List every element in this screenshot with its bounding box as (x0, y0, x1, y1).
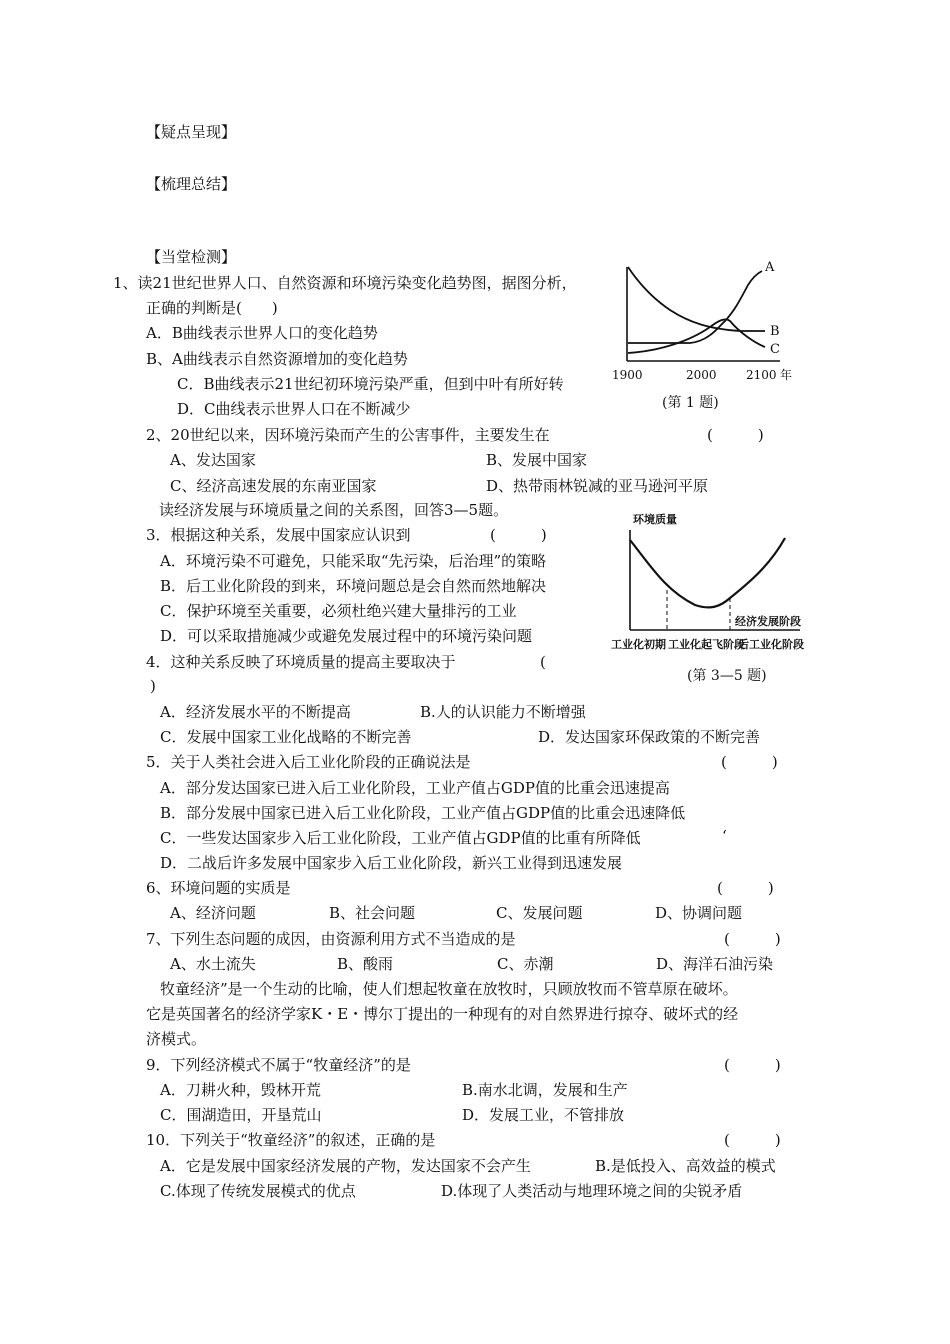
q10-option-b: B.是低投入、高效益的模式 (595, 1157, 776, 1175)
quality-curve (630, 538, 785, 607)
q3-answer-bracket: ( ) (490, 526, 547, 544)
q4-stem: 4．这种关系反映了环境质量的提高主要取决于 (146, 653, 456, 671)
x-tick-1900: 1900 (612, 368, 643, 382)
q3-stem: 3．根据这种关系，发展中国家应认识到 (146, 526, 411, 544)
q10-option-a: A．它是发展中国家经济发展的产物，发达国家不会产生 (160, 1157, 531, 1175)
q3-option-b: B．后工业化阶段的到来，环境问题总是会自然而然地解决 (160, 577, 547, 595)
passage-line-1: 牧童经济”是一个生动的比喻，使人们想起牧童在放牧时，只顾放牧而不管草原在破坏。 (160, 980, 738, 998)
q2-option-c: C、经济高速发展的东南亚国家 (170, 477, 377, 495)
q9-option-d: D．发展工业，不管排放 (462, 1106, 625, 1124)
q3-option-c: C．保护环境至关重要，必须杜绝兴建大量排污的工业 (160, 602, 517, 620)
q1-option-b: B、A曲线表示自然资源增加的变化趋势 (146, 350, 408, 368)
q3-option-a: A．环境污染不可避免，只能采取“先污染，后治理”的策略 (160, 552, 547, 570)
stray-mark: ‘ (722, 827, 727, 845)
passage-line-2: 它是英国著名的经济学家K・E・博尔丁提出的一种现有的对自然界进行掠夺、破坏式的经 (146, 1005, 739, 1023)
q6-option-c: C、发展问题 (496, 904, 583, 922)
q2-option-a: A、发达国家 (170, 451, 256, 469)
figure1-caption: (第 1 题) (662, 395, 719, 411)
q5-stem: 5．关于人类社会进入后工业化阶段的正确说法是 (146, 753, 471, 771)
q4-option-a: A．经济发展水平的不断提高 (160, 703, 351, 721)
section-check: 【当堂检测】 (146, 248, 237, 266)
q9-stem: 9．下列经济模式不属于“牧童经济”的是 (146, 1056, 411, 1074)
q1-option-d: D．C曲线表示世界人口在不断减少 (177, 400, 411, 418)
q1-option-c: C．B曲线表示21世纪初环境污染严重，但到中叶有所好转 (177, 375, 564, 393)
q5-option-b: B．部分发展中国家已进入后工业化阶段，工业产值占GDP值的比重会迅速降低 (160, 804, 686, 822)
q4-bracket-close: ) (150, 677, 156, 695)
q6-answer-bracket: ( ) (717, 879, 774, 897)
passage-line-3: 济模式。 (146, 1030, 207, 1048)
q1-option-a: A．B曲线表示世界人口的变化趋势 (146, 324, 378, 342)
q6-option-b: B、社会问题 (329, 904, 416, 922)
q3-5-intro: 读经济发展与环境质量之间的关系图，回答3—5题。 (159, 501, 509, 519)
q4-option-b: B.人的认识能力不断增强 (420, 703, 586, 721)
x-axis-unit: 年 (780, 368, 793, 382)
q1-stem: 1、读21世纪世界人口、自然资源和环境污染变化趋势图，据图分析， (113, 274, 577, 292)
q9-option-a: A．刀耕火种，毁林开荒 (160, 1081, 321, 1099)
q6-option-d: D、协调问题 (655, 904, 743, 922)
section-summary: 【梳理总结】 (146, 175, 237, 193)
q5-option-d: D．二战后许多发展中国家步入后工业化阶段，新兴工业得到迅速发展 (160, 854, 623, 872)
q1-stem-cont: 正确的判断是( ) (146, 299, 278, 317)
q2-stem: 2、20世纪以来，因环境污染而产生的公害事件，主要发生在 (146, 426, 550, 444)
section-doubts: 【疑点呈现】 (146, 123, 237, 141)
q2-option-d: D、热带雨林锐减的亚马逊河平原 (486, 477, 709, 495)
q10-answer-bracket: ( ) (724, 1131, 781, 1149)
q7-stem: 7、下列生态问题的成因，由资源利用方式不当造成的是 (146, 930, 516, 948)
q6-option-a: A、经济问题 (170, 904, 256, 922)
q10-option-c: C.体现了传统发展模式的优点 (160, 1182, 356, 1200)
figure2-caption: (第 3—5 题) (687, 668, 767, 684)
figure-environment-chart (605, 510, 805, 695)
q9-option-c: C．围湖造田，开垦荒山 (160, 1106, 322, 1124)
q10-option-d: D.体现了人类活动与地理环境之间的尖锐矛盾 (441, 1182, 743, 1200)
q9-answer-bracket: ( ) (724, 1056, 781, 1074)
q4-option-c: C．发展中国家工业化战略的不断完善 (160, 728, 412, 746)
q6-stem: 6、环境问题的实质是 (146, 879, 291, 897)
q7-option-d: D、海洋石油污染 (656, 955, 774, 973)
q9-option-b: B.南水北调，发展和生产 (462, 1081, 628, 1099)
q2-answer-bracket: ( ) (707, 426, 764, 444)
q5-option-a: A．部分发达国家已进入后工业化阶段，工业产值占GDP值的比重会迅速提高 (160, 779, 670, 797)
figure-trend-chart (610, 255, 805, 420)
q5-answer-bracket: ( ) (721, 753, 778, 771)
stage-post: 后工业化阶段 (738, 638, 804, 651)
x-tick-2100: 2100 (746, 368, 777, 382)
y-axis-label: 环境质量 (633, 513, 677, 526)
stage-early: 工业化初期 (611, 638, 666, 651)
stage-takeoff: 工业化起飞阶段 (668, 638, 745, 651)
q4-bracket-open: ( (540, 653, 546, 671)
q7-option-c: C、赤潮 (497, 955, 554, 973)
q10-stem: 10．下列关于“牧童经济”的叙述，正确的是 (146, 1131, 436, 1149)
q7-option-b: B、酸雨 (337, 955, 394, 973)
curve-label-b: B (770, 324, 780, 339)
q5-option-c: C．一些发达国家步入后工业化阶段，工业产值占GDP值的比重有所降低 (160, 829, 641, 847)
q7-option-a: A、水土流失 (170, 955, 256, 973)
x-tick-2000: 2000 (686, 368, 717, 382)
q7-answer-bracket: ( ) (724, 930, 781, 948)
curve-c (628, 319, 765, 353)
curve-label-c: C (770, 342, 780, 357)
q2-option-b: B、发展中国家 (486, 451, 588, 469)
x-axis-label: 经济发展阶段 (735, 615, 801, 628)
q3-option-d: D．可以采取措施减少或避免发展过程中的环境污染问题 (160, 627, 533, 645)
q4-option-d: D．发达国家环保政策的不断完善 (538, 728, 761, 746)
curve-b (628, 267, 765, 331)
curve-label-a: A (765, 260, 775, 275)
